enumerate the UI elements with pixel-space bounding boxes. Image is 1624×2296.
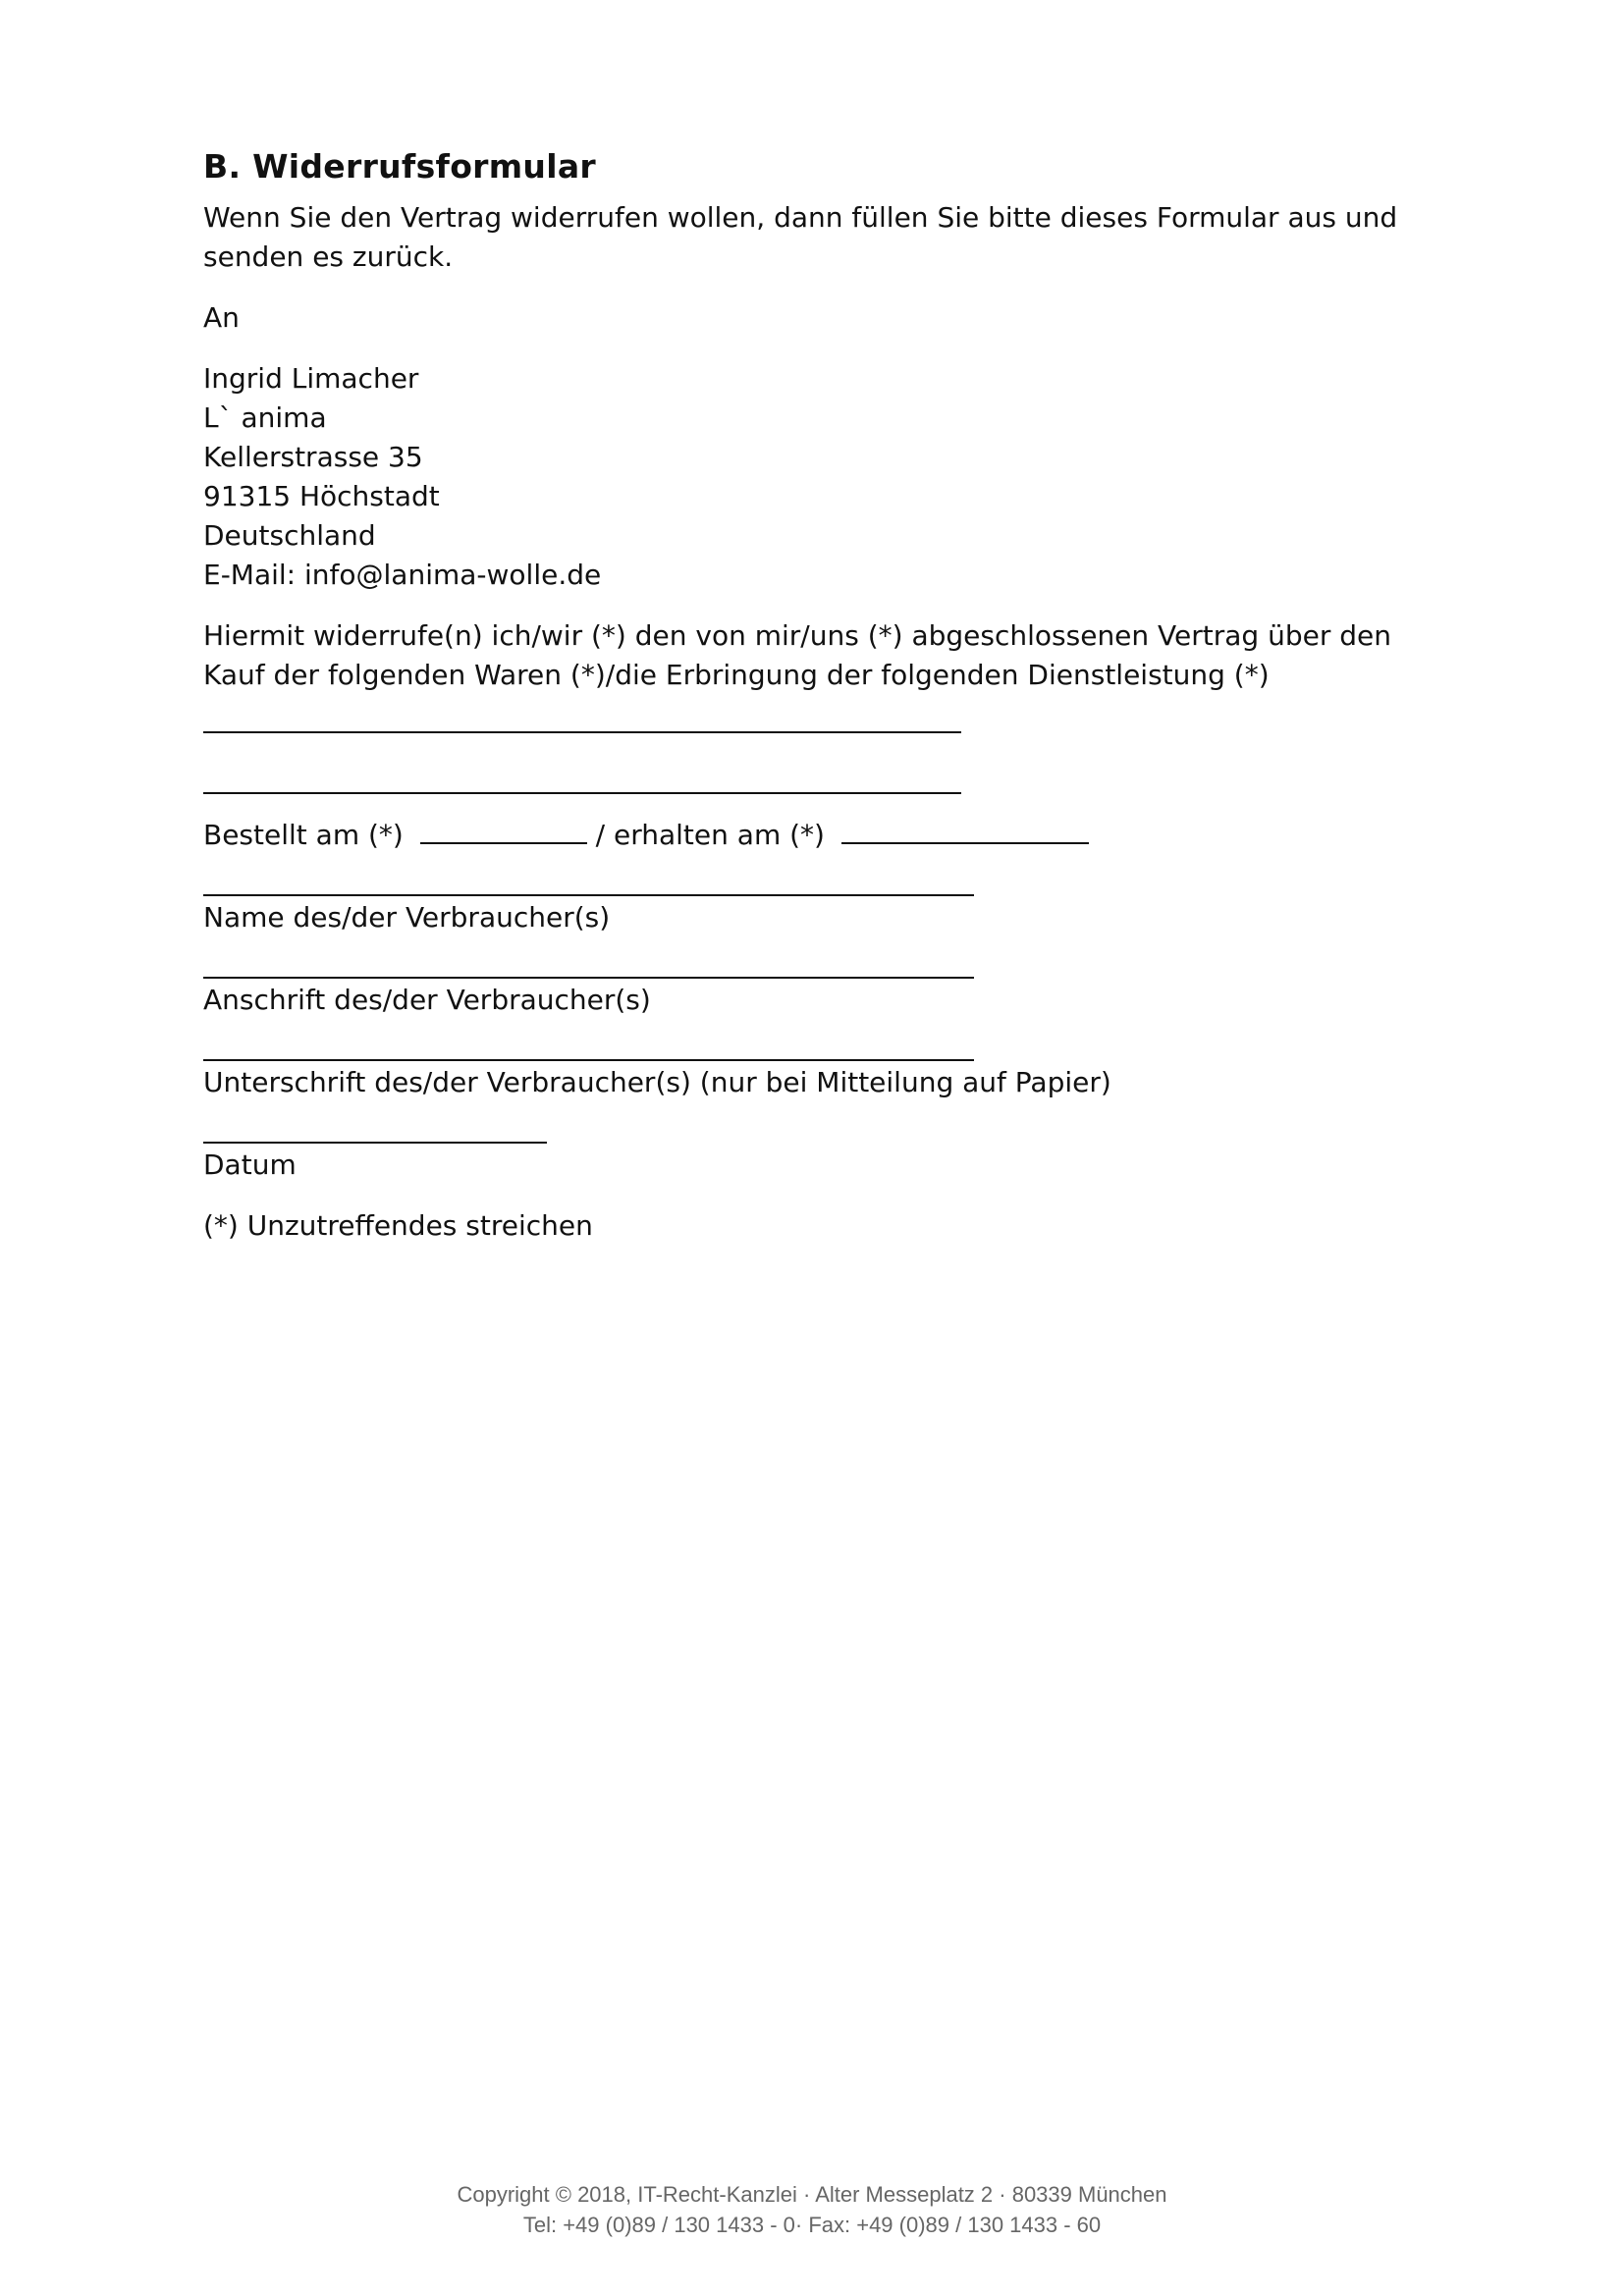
address-name: Ingrid Limacher <box>203 362 419 395</box>
signature-label: Unterschrift des/der Verbraucher(s) (nur bei Mitteilung auf Papier) <box>203 1066 1111 1098</box>
page-title: B. Widerrufsformular <box>203 147 596 186</box>
address-email: E-Mail: info@lanima-wolle.de <box>203 559 602 591</box>
consumer-address-label: Anschrift des/der Verbraucher(s) <box>203 984 651 1016</box>
footer-contact: Tel: +49 (0)89 / 130 1433 - 0· Fax: +49 (0)89 / 130 1433 - 60 <box>522 2213 1102 2237</box>
received-label: / erhalten am (*) <box>595 819 825 851</box>
footer-copyright: Copyright © 2018, IT-Recht-Kanzlei · Alter Messeplatz 2 · 80339 München <box>457 2182 1167 2207</box>
form-content <box>203 147 1440 1246</box>
date-line <box>203 1142 547 1144</box>
consumer-name-line <box>203 894 974 896</box>
consumer-address-block <box>203 977 1440 1020</box>
consumer-name-block <box>203 894 1440 937</box>
recipient-address <box>203 359 1440 595</box>
page-footer <box>0 2179 1624 2240</box>
ordered-date-blank <box>420 817 587 844</box>
date-block <box>203 1142 1440 1185</box>
signature-block <box>203 1059 1440 1102</box>
goods-fill-line-1 <box>203 731 961 733</box>
consumer-name-label: Name des/der Verbraucher(s) <box>203 901 611 934</box>
address-city: 91315 Höchstadt <box>203 480 440 512</box>
intro-text: Wenn Sie den Vertrag widerrufen wollen, dann füllen Sie bitte dieses Formular aus und senden es zurück. <box>203 201 1398 273</box>
goods-fill-line-2 <box>203 792 961 794</box>
address-country: Deutschland <box>203 519 376 552</box>
declaration-text: Hiermit widerrufe(n) ich/wir (*) den von mir/uns (*) abgeschlossenen Vertrag über den Kauf der folgenden Waren (*)/die Erbringung der folgenden Dienstleistung (*) <box>203 619 1392 691</box>
signature-line <box>203 1059 974 1061</box>
consumer-address-line <box>203 977 974 979</box>
recipient-label: An <box>203 301 240 334</box>
order-dates-row <box>203 816 1440 855</box>
address-street: Kellerstrasse 35 <box>203 441 423 473</box>
ordered-label: Bestellt am (*) <box>203 819 404 851</box>
received-date-blank <box>841 817 1089 844</box>
date-label: Datum <box>203 1148 297 1181</box>
footnote: (*) Unzutreffendes streichen <box>203 1209 593 1242</box>
address-company: L` anima <box>203 401 327 434</box>
